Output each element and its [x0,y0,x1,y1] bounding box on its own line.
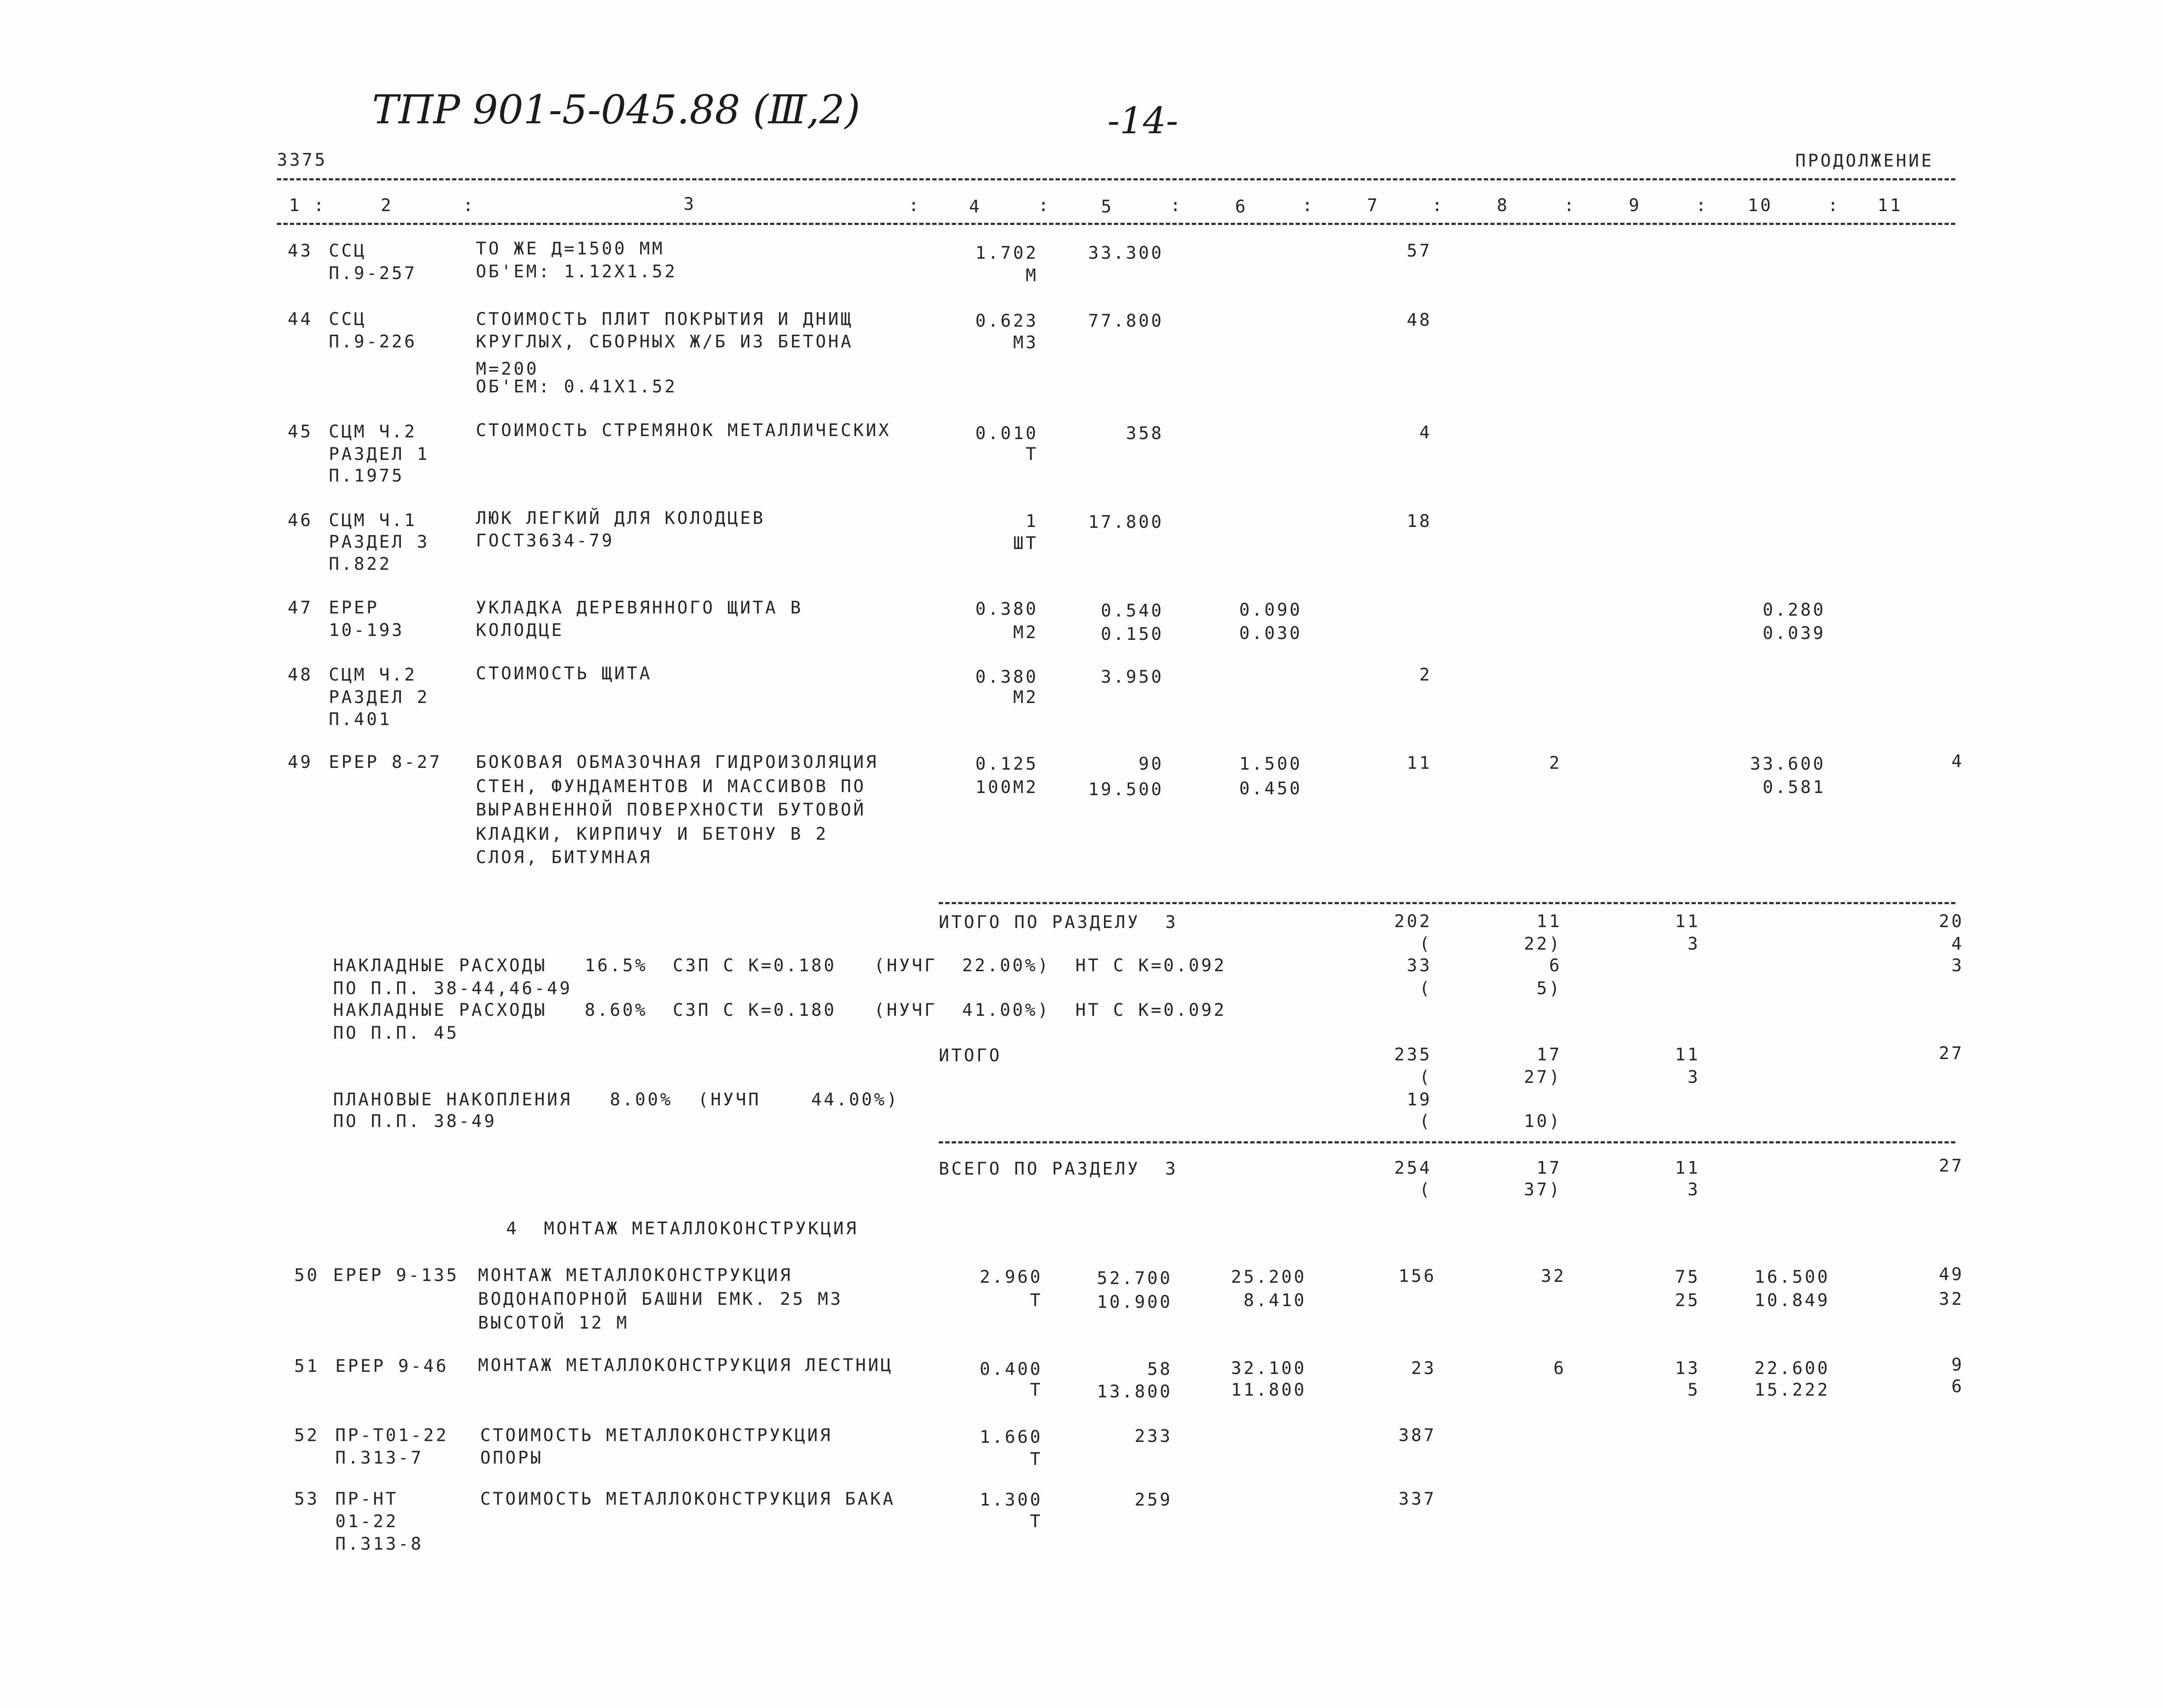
col-sep: : [1828,196,1841,215]
unit-cost-total: 233 [1134,1426,1172,1446]
work-description-line: СТОИМОСТЬ ПЛИТ ПОКРЫТИЯ И ДНИЩ [476,309,854,329]
grand-total-cost: 254 [1394,1158,1432,1178]
grand-total-wages: 17 [1536,1158,1562,1178]
unit-cost-wages: 13.800 [1097,1382,1172,1402]
labor-hours: 9 [1951,1355,1964,1375]
unit-cost-total: 52.700 [1097,1268,1172,1288]
section-total-label: ИТОГО ПО РАЗДЕЛУ 3 [939,912,1178,932]
overhead-line: НАКЛАДНЫЕ РАСХОДЫ 16.5% СЗП С К=0.180 (НУЧГ 22.00%) НТ С К=0.092 [333,956,1226,976]
labor-cost-total: 0.039 [1762,623,1826,643]
planned-savings-cost: 19 [1406,1090,1432,1110]
col-sep: : [1564,196,1577,215]
unit-cost-machines-wages: 11.800 [1231,1380,1306,1400]
total-cost: 57 [1406,241,1432,261]
work-description-line: ОБ'ЕМ: 0.41Х1.52 [476,377,677,397]
subtotal-wages: 17 [1536,1045,1562,1065]
quantity: 1 [1025,511,1038,531]
work-description-line: КОЛОДЦЕ [476,620,564,640]
unit-cost-machines-wages: 0.030 [1239,623,1302,643]
col-sep: : [908,196,921,215]
rate-code-line: П.401 [329,710,392,729]
rate-code-line: ПР-Т01-22 [335,1425,449,1445]
work-description-line: КРУГЛЫХ, СБОРНЫХ Ж/Б ИЗ БЕТОНА [476,332,854,352]
rate-code-line: ЕРЕР 8-27 [329,752,442,772]
unit: Т [1025,444,1038,464]
grand-total-machines: 11 [1675,1158,1700,1178]
unit: М2 [1013,623,1038,642]
unit: М [1025,266,1038,286]
rate-code-line: ССЦ [329,241,367,261]
total-wages: 2 [1549,753,1562,773]
total-cost: 387 [1398,1425,1436,1445]
unit: ШТ [1013,533,1038,553]
work-description-line: СТОИМОСТЬ ЩИТА [476,664,652,684]
work-description-line: СТОИМОСТЬ МЕТАЛЛОКОНСТРУКЦИЯ БАКА [480,1489,895,1509]
unit: Т [1030,1380,1043,1400]
col-sep: : [463,196,476,215]
col-6-header: 6 [1235,197,1248,217]
col-sep: : [314,196,327,215]
row-number: 48 [288,665,313,685]
section-total-cost: 202 [1394,912,1432,931]
unit-cost-total: 33.300 [1088,243,1164,263]
rate-code-line: 10-193 [329,620,404,640]
work-description-line: МОНТАЖ МЕТАЛЛОКОНСТРУКЦИЯ ЛЕСТНИЦ [478,1355,893,1375]
grand-total-rule [939,1141,1955,1143]
page-number: -14- [1107,100,1178,142]
work-description-line: СТЕН, ФУНДАМЕНТОВ И МАССИВОВ ПО [476,777,866,796]
rate-code-line: 01-22 [335,1512,398,1531]
quantity: 0.380 [975,599,1038,619]
unit-cost-total: 17.800 [1088,512,1164,532]
total-cost: 23 [1411,1358,1436,1378]
col-sep: : [1170,196,1183,215]
row-number: 50 [294,1265,320,1285]
overhead-line: НАКЛАДНЫЕ РАСХОДЫ 8.60% СЗП С К=0.180 (НУЧГ 41.00%) НТ С К=0.092 [333,1000,1226,1020]
quantity: 0.125 [975,754,1038,774]
quantity: 0.380 [975,667,1038,687]
planned-savings-wages: 10) [1524,1111,1562,1131]
unit-cost-total: 77.800 [1088,311,1164,331]
rate-code-line: ЕРЕР 9-46 [335,1356,449,1376]
grand-total-cost-note: ( [1419,1180,1432,1200]
total-wages: 32 [1540,1266,1566,1286]
grand-total-label: ВСЕГО ПО РАЗДЕЛУ 3 [939,1159,1178,1179]
labor-cost-total: 15.222 [1754,1380,1830,1400]
subtotal-cost-note: ( [1419,1067,1432,1087]
total-machines: 75 [1675,1267,1700,1287]
rate-code-line: ПР-НТ [335,1489,398,1509]
rate-code-line: П.1975 [329,466,404,486]
total-wages: 6 [1553,1358,1566,1378]
rate-code-line: РАЗДЕЛ 3 [329,532,430,552]
rate-code-line: П.9-226 [329,332,417,352]
work-description-line: ВОДОНАПОРНОЙ БАШНИ ЕМК. 25 М3 [478,1289,843,1309]
labor-cost-total: 0.581 [1762,777,1826,797]
unit-cost-wages: 0.150 [1101,624,1164,644]
planned-savings-scope: ПО П.П. 38-49 [333,1111,497,1131]
row-number: 43 [288,241,313,261]
work-description-line: ОБ'ЕМ: 1.12Х1.52 [476,262,677,282]
unit-cost-machines: 0.090 [1239,600,1302,620]
estimate-number: 3375 [277,150,327,170]
col-7-header: 7 [1367,196,1380,215]
quantity: 0.010 [975,424,1038,443]
unit-cost-total: 3.950 [1101,667,1164,687]
section-total-labor: 20 [1938,912,1964,931]
work-description-line: БОКОВАЯ ОБМАЗОЧНАЯ ГИДРОИЗОЛЯЦИЯ [476,752,879,772]
rate-code-line: П.822 [329,554,392,574]
col-3-header: 3 [684,194,696,214]
total-cost: 11 [1406,753,1432,773]
quantity: 0.400 [979,1359,1043,1379]
planned-savings-line: ПЛАНОВЫЕ НАКОПЛЕНИЯ 8.00% (НУЧП 44.00%) [333,1090,899,1110]
col-2-header: 2 [381,196,394,215]
section-total-machines: 11 [1675,912,1700,931]
work-description-line: ТО ЖЕ Д=1500 ММ [476,239,665,259]
labor-hours-2: 32 [1938,1289,1964,1309]
total-machines: 13 [1675,1358,1700,1378]
overhead-cost: 33 [1406,956,1432,976]
total-machines-wages: 25 [1675,1291,1700,1310]
overhead-labor: 3 [1951,956,1964,976]
row-number: 45 [288,422,313,442]
work-description-line: КЛАДКИ, КИРПИЧУ И БЕТОНУ В 2 [476,824,828,844]
section-total-machines-wages: 3 [1687,934,1700,954]
work-description-line: ГОСТ3634-79 [476,531,614,551]
work-description-line: М=200 [476,359,539,379]
col-11-header: 11 [1877,196,1903,215]
work-description-line: ЛЮК ЛЕГКИЙ ДЛЯ КОЛОДЦЕВ [476,508,765,528]
rate-code-line: П.313-8 [335,1534,424,1554]
overhead-wages: 6 [1549,956,1562,976]
subtotal-machines: 11 [1675,1045,1700,1065]
overhead-cost-note: ( [1419,979,1432,998]
total-cost: 4 [1419,423,1432,443]
section-total-wages-note: 22) [1524,934,1562,954]
labor-hours: 49 [1938,1265,1964,1284]
rate-code-line: СЦМ Ч.2 [329,422,417,442]
subtotal-label: ИТОГО [939,1046,1002,1066]
grand-total-wages-note: 37) [1524,1180,1562,1200]
unit-cost-total: 259 [1134,1490,1172,1510]
subtotal-machines-wages: 3 [1687,1067,1700,1087]
row-number: 52 [294,1425,320,1445]
unit-cost-machines-wages: 0.450 [1239,779,1302,799]
work-description-line: ОПОРЫ [480,1448,543,1468]
labor-hours-2: 6 [1951,1377,1964,1397]
col-sep: : [1038,196,1051,215]
overhead-scope: ПО П.П. 38-44,46-49 [333,979,572,998]
work-description-line: ВЫРАВНЕННОЙ ПОВЕРХНОСТИ БУТОВОЙ [476,800,866,820]
work-description-line: ВЫСОТОЙ 12 М [478,1313,629,1333]
totals-rule [939,902,1955,904]
unit: М2 [1013,687,1038,707]
unit-cost-machines: 1.500 [1239,754,1302,774]
col-8-header: 8 [1497,196,1510,215]
labor-hours: 4 [1951,751,1964,771]
unit: М3 [1013,333,1038,353]
unit-cost-machines-wages: 8.410 [1243,1291,1306,1310]
col-9-header: 9 [1629,196,1642,215]
total-cost: 337 [1398,1489,1436,1509]
total-cost: 48 [1406,310,1432,330]
col-sep: : [1696,196,1709,215]
grand-total-labor: 27 [1938,1156,1964,1176]
col-sep: : [1302,196,1315,215]
col-sep: : [1432,196,1445,215]
header-rule-top [277,178,1955,180]
unit-cost-machines: 25.200 [1231,1267,1306,1287]
rate-code-line: ЕРЕР 9-135 [333,1265,459,1285]
col-4-header: 4 [969,197,982,217]
section-4-title: 4 МОНТАЖ МЕТАЛЛОКОНСТРУКЦИЯ [506,1219,859,1239]
unit-cost-total: 0.540 [1101,601,1164,621]
rate-code-line: РАЗДЕЛ 2 [329,687,430,707]
labor-cost-total: 10.849 [1754,1291,1830,1310]
rate-code-line: СЦМ Ч.2 [329,665,417,685]
quantity: 1.300 [979,1490,1043,1510]
grand-total-machines-wages: 3 [1687,1180,1700,1200]
subtotal-cost: 235 [1394,1045,1432,1065]
unit: Т [1030,1512,1043,1531]
work-description-line: СТОИМОСТЬ СТРЕМЯНОК МЕТАЛЛИЧЕСКИХ [476,421,891,440]
subtotal-wages-note: 27) [1524,1067,1562,1087]
row-number: 47 [288,598,313,618]
labor-cost: 22.600 [1754,1358,1830,1378]
unit-cost-total: 358 [1126,424,1164,443]
col-5-header: 5 [1101,197,1114,217]
header-rule-bottom [277,223,1955,225]
document-code: ТПР 901-5-045.88 (Ⅲ,2) [372,87,860,133]
planned-savings-cost-note: ( [1419,1111,1432,1131]
work-description-line: УКЛАДКА ДЕРЕВЯННОГО ЩИТА В [476,598,803,618]
row-number: 53 [294,1489,320,1509]
rate-code-line: П.9-257 [329,263,417,283]
overhead-wages-note: 5) [1536,979,1562,998]
col-10-header: 10 [1748,196,1773,215]
labor-cost: 16.500 [1754,1267,1830,1287]
unit-cost-machines: 32.100 [1231,1358,1306,1378]
row-number: 44 [288,309,313,329]
unit-cost-wages: 10.900 [1097,1292,1172,1312]
labor-cost: 0.280 [1762,600,1826,620]
rate-code-line: ССЦ [329,309,367,329]
quantity: 1.660 [979,1427,1043,1447]
unit-cost-wages: 19.500 [1088,780,1164,799]
section-total-labor-2: 4 [1951,934,1964,954]
overhead-scope: ПО П.П. 45 [333,1023,459,1043]
rate-code-line: П.313-7 [335,1448,424,1468]
unit-cost-total: 90 [1138,754,1164,774]
section-total-wages: 11 [1536,912,1562,931]
rate-code-line: СЦМ Ч.1 [329,510,417,530]
work-description-line: МОНТАЖ МЕТАЛЛОКОНСТРУКЦИЯ [478,1265,793,1285]
unit: 100М2 [975,777,1038,797]
total-machines-wages: 5 [1687,1380,1700,1400]
row-number: 46 [288,510,313,530]
labor-cost: 33.600 [1750,754,1826,774]
rate-code-line: РАЗДЕЛ 1 [329,444,430,464]
section-total-cost-note: ( [1419,934,1432,954]
quantity: 1.702 [975,243,1038,263]
unit: Т [1030,1291,1043,1310]
row-number: 51 [294,1356,320,1376]
quantity: 2.960 [979,1267,1043,1287]
unit-cost-total: 58 [1147,1359,1172,1379]
rate-code-line: ЕРЕР [329,598,379,618]
work-description-line: СТОИМОСТЬ МЕТАЛЛОКОНСТРУКЦИЯ [480,1425,833,1445]
row-number: 49 [288,752,313,772]
total-cost: 2 [1419,665,1432,685]
work-description-line: СЛОЯ, БИТУМНАЯ [476,848,652,867]
subtotal-labor: 27 [1938,1043,1964,1063]
col-1-header: 1 [289,196,302,215]
total-cost: 18 [1406,511,1432,531]
continuation-label: ПРОДОЛЖЕНИЕ [1795,151,1934,171]
unit: Т [1030,1449,1043,1469]
quantity: 0.623 [975,311,1038,331]
total-cost: 156 [1398,1266,1436,1286]
